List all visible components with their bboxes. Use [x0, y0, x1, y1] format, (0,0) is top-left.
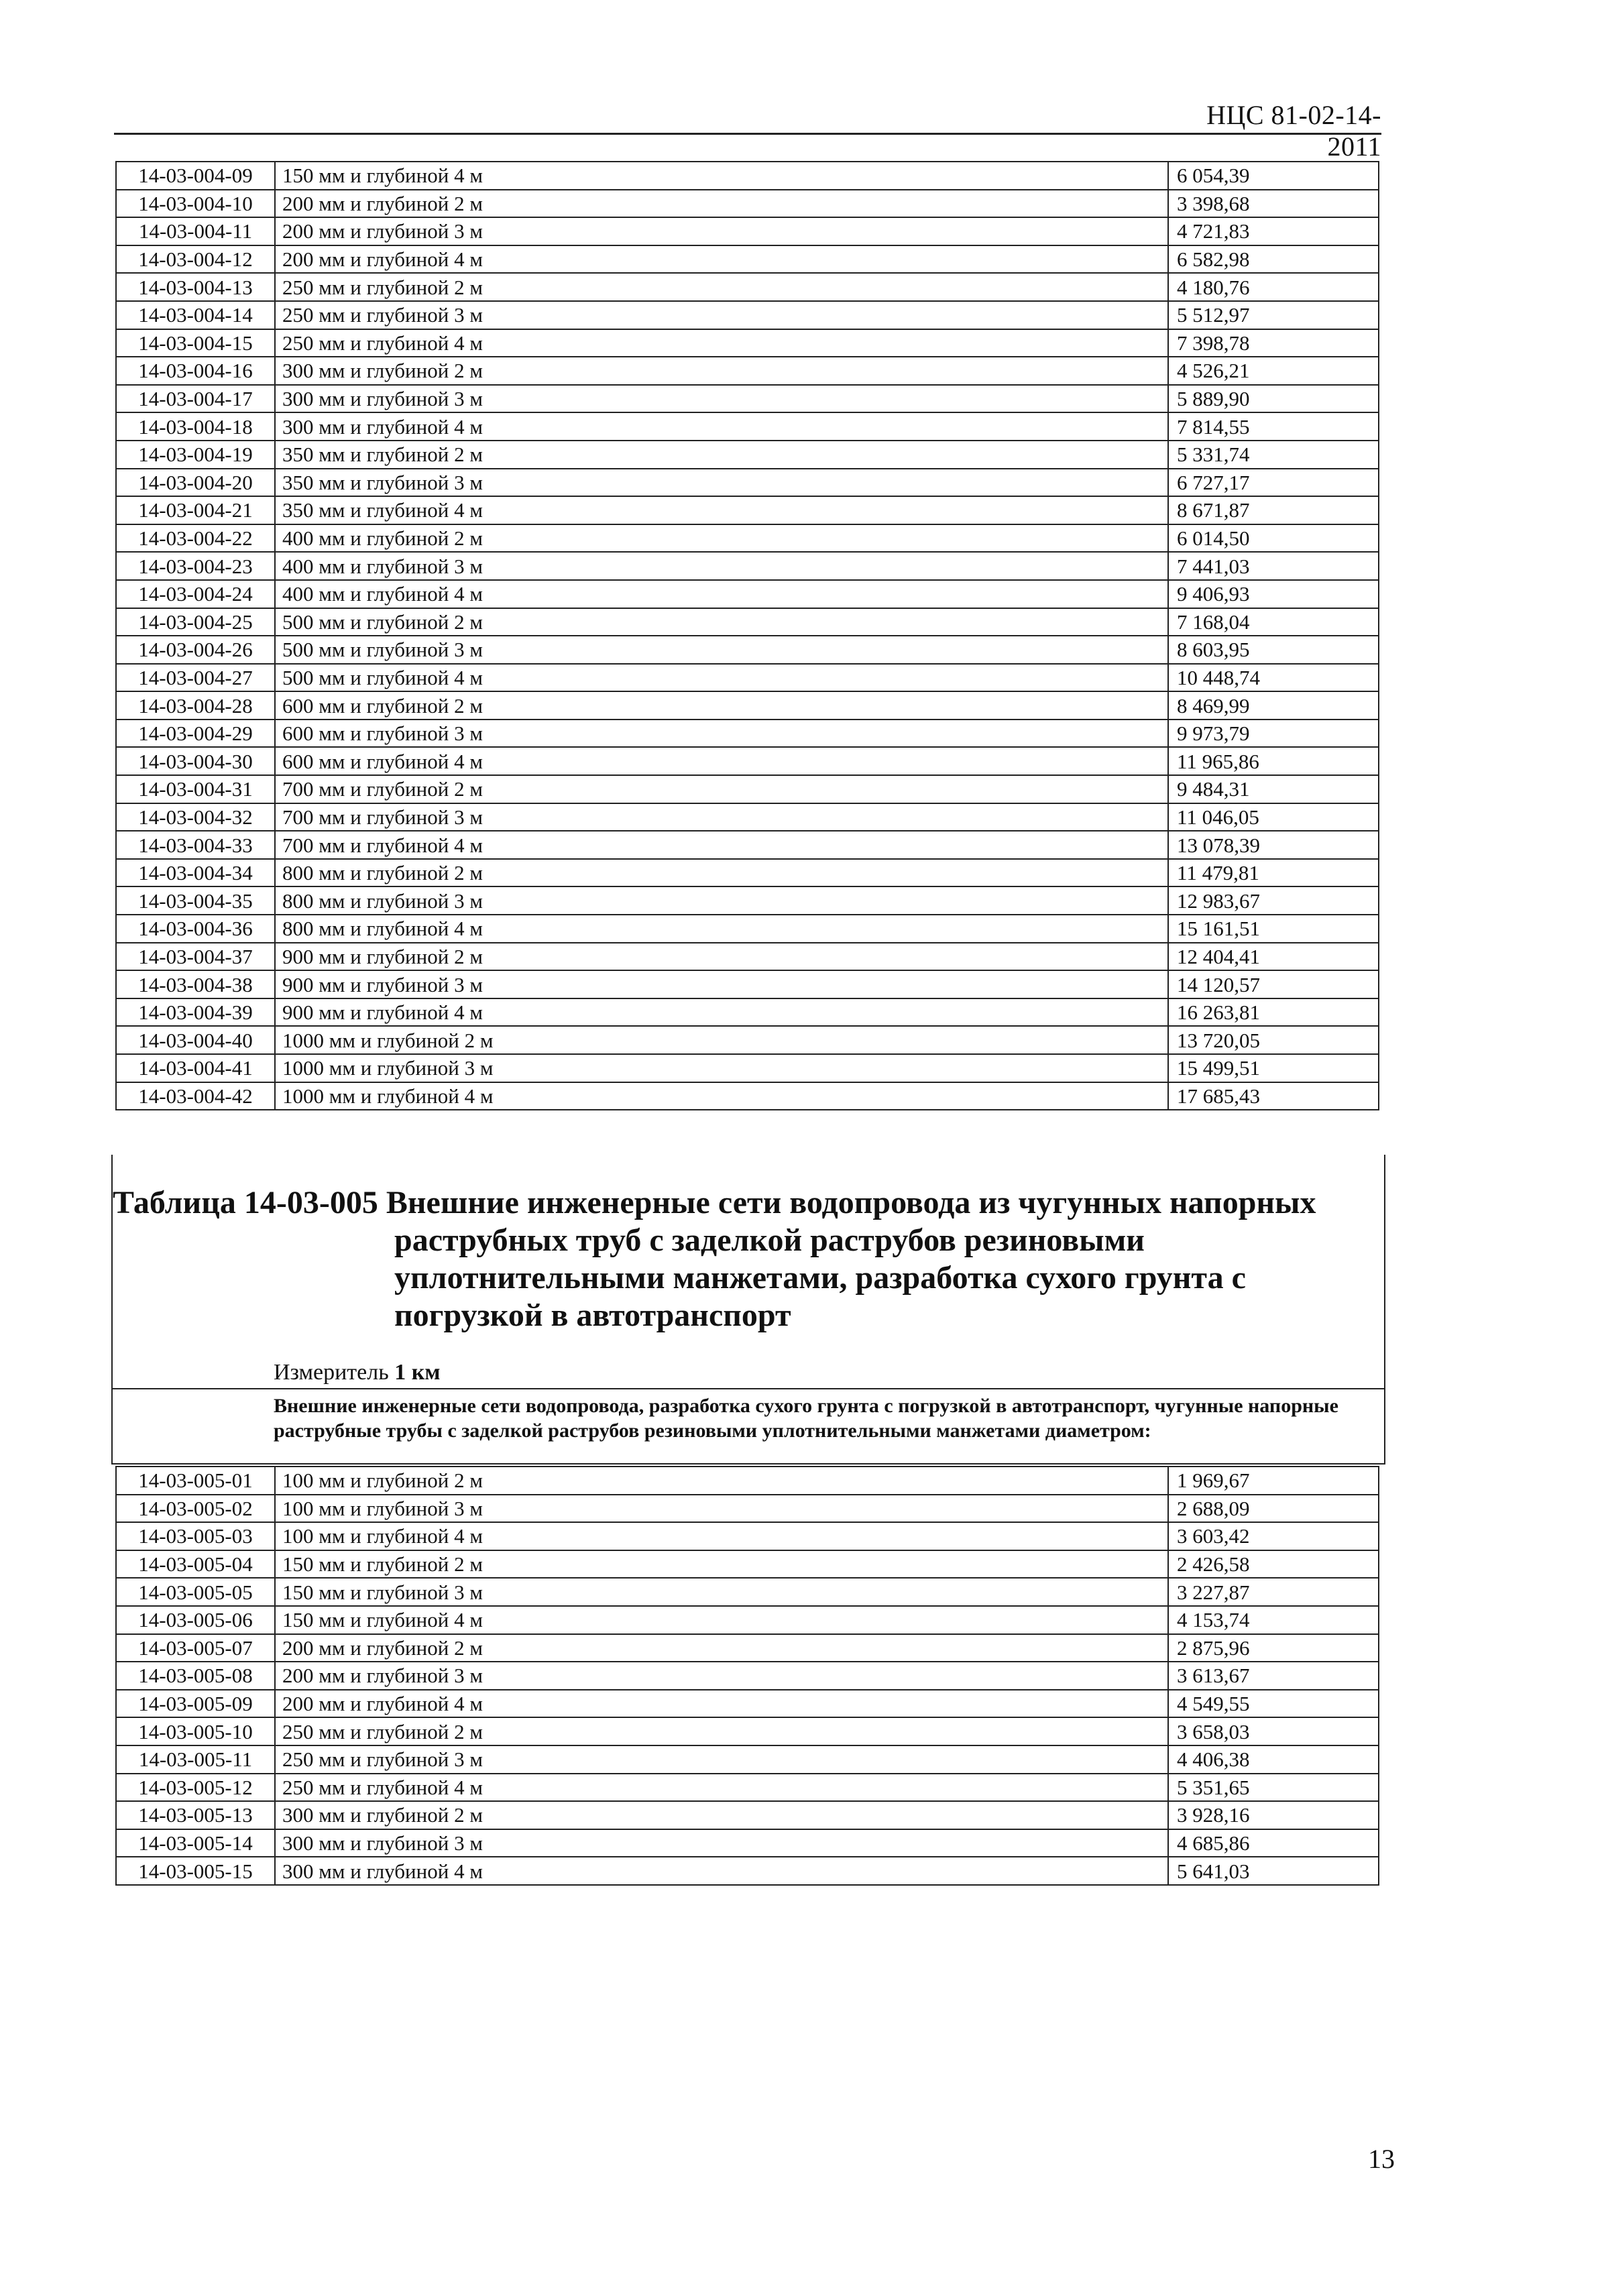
- table-row: [116, 998, 1379, 1027]
- table-row: [116, 1774, 1379, 1802]
- rate-code-cell: 14-03-005-06: [116, 1606, 275, 1634]
- table-row: [116, 664, 1379, 692]
- price-cell: 3 928,16: [1168, 1801, 1379, 1829]
- price-cell: 16 263,81: [1168, 998, 1379, 1027]
- price-cell: 9 484,31: [1168, 775, 1379, 803]
- rate-code-cell: 14-03-005-03: [116, 1522, 275, 1550]
- rate-code-cell: 14-03-004-16: [116, 357, 275, 385]
- rate-code-cell: 14-03-005-04: [116, 1550, 275, 1578]
- rate-code-cell: 14-03-005-01: [116, 1467, 275, 1495]
- description-cell: 400 мм и глубиной 4 м: [275, 580, 1168, 608]
- table-row: [116, 636, 1379, 664]
- price-cell: 6 014,50: [1168, 524, 1379, 553]
- description-cell: 200 мм и глубиной 4 м: [275, 245, 1168, 274]
- description-cell: 150 мм и глубиной 4 м: [275, 1606, 1168, 1634]
- price-cell: 8 603,95: [1168, 636, 1379, 664]
- rates-table-14-03-004: [115, 161, 1379, 1110]
- table-row: [116, 329, 1379, 357]
- rate-code-cell: 14-03-004-28: [116, 691, 275, 720]
- rate-code-cell: 14-03-004-12: [116, 245, 275, 274]
- description-cell: 300 мм и глубиной 4 м: [275, 1857, 1168, 1885]
- table-row: [116, 469, 1379, 497]
- price-cell: 4 549,55: [1168, 1690, 1379, 1718]
- description-cell: 900 мм и глубиной 2 м: [275, 943, 1168, 971]
- description-cell: 600 мм и глубиной 4 м: [275, 747, 1168, 775]
- description-cell: 900 мм и глубиной 4 м: [275, 998, 1168, 1027]
- price-cell: 6 727,17: [1168, 469, 1379, 497]
- price-cell: 5 641,03: [1168, 1857, 1379, 1885]
- price-cell: 7 814,55: [1168, 412, 1379, 441]
- rate-code-cell: 14-03-004-41: [116, 1054, 275, 1082]
- description-cell: 600 мм и глубиной 2 м: [275, 691, 1168, 720]
- description-cell: 300 мм и глубиной 4 м: [275, 412, 1168, 441]
- table-row: [116, 1662, 1379, 1690]
- measure-unit: [274, 1360, 440, 1385]
- table-row: [116, 1467, 1379, 1495]
- description-cell: 100 мм и глубиной 3 м: [275, 1495, 1168, 1523]
- rate-code-cell: 14-03-004-37: [116, 943, 275, 971]
- price-cell: 10 448,74: [1168, 664, 1379, 692]
- price-cell: 6 582,98: [1168, 245, 1379, 274]
- price-cell: 9 973,79: [1168, 720, 1379, 748]
- table-row: [116, 831, 1379, 859]
- table-row: [116, 496, 1379, 524]
- table-row: [116, 357, 1379, 385]
- description-cell: 200 мм и глубиной 3 м: [275, 217, 1168, 245]
- description-cell: 250 мм и глубиной 3 м: [275, 301, 1168, 329]
- price-cell: 4 721,83: [1168, 217, 1379, 245]
- rate-code-cell: 14-03-004-11: [116, 217, 275, 245]
- description-cell: 250 мм и глубиной 3 м: [275, 1745, 1168, 1774]
- description-cell: 300 мм и глубиной 3 м: [275, 385, 1168, 413]
- table-row: [116, 385, 1379, 413]
- description-cell: 700 мм и глубиной 3 м: [275, 803, 1168, 831]
- description-cell: 350 мм и глубиной 2 м: [275, 441, 1168, 469]
- table-row: [116, 1717, 1379, 1745]
- price-cell: 7 398,78: [1168, 329, 1379, 357]
- table-row: [116, 1578, 1379, 1606]
- price-cell: 5 351,65: [1168, 1774, 1379, 1802]
- table-row: [116, 803, 1379, 831]
- description-cell: 700 мм и глубиной 2 м: [275, 775, 1168, 803]
- table-row: [116, 1026, 1379, 1054]
- price-cell: 14 120,57: [1168, 970, 1379, 998]
- description-cell: 300 мм и глубиной 2 м: [275, 1801, 1168, 1829]
- description-cell: 500 мм и глубиной 4 м: [275, 664, 1168, 692]
- table-row: [116, 273, 1379, 301]
- table-row: [116, 915, 1379, 943]
- table-row: [116, 412, 1379, 441]
- description-cell: 200 мм и глубиной 2 м: [275, 190, 1168, 218]
- description-cell: 200 мм и глубиной 4 м: [275, 1690, 1168, 1718]
- price-cell: 3 658,03: [1168, 1717, 1379, 1745]
- price-cell: 2 426,58: [1168, 1550, 1379, 1578]
- table-row: [116, 859, 1379, 887]
- table-row: [116, 217, 1379, 245]
- price-cell: 11 479,81: [1168, 859, 1379, 887]
- price-cell: 3 613,67: [1168, 1662, 1379, 1690]
- description-cell: 300 мм и глубиной 2 м: [275, 357, 1168, 385]
- rate-code-cell: 14-03-004-38: [116, 970, 275, 998]
- table-row: [116, 301, 1379, 329]
- price-cell: 2 875,96: [1168, 1634, 1379, 1662]
- rate-code-cell: 14-03-005-11: [116, 1745, 275, 1774]
- rate-code-cell: 14-03-004-18: [116, 412, 275, 441]
- rate-code-cell: 14-03-005-05: [116, 1578, 275, 1606]
- description-cell: 150 мм и глубиной 4 м: [275, 162, 1168, 190]
- rate-code-cell: 14-03-004-17: [116, 385, 275, 413]
- rate-code-cell: 14-03-004-09: [116, 162, 275, 190]
- rates-table-14-03-005: [115, 1466, 1379, 1886]
- price-cell: 3 398,68: [1168, 190, 1379, 218]
- price-cell: 8 671,87: [1168, 496, 1379, 524]
- price-cell: 3 227,87: [1168, 1578, 1379, 1606]
- header-document-code: НЦС 81-02-14-2011: [1206, 100, 1381, 162]
- rate-code-cell: 14-03-005-15: [116, 1857, 275, 1885]
- description-cell: 100 мм и глубиной 2 м: [275, 1467, 1168, 1495]
- page-number: 13: [1368, 2144, 1395, 2174]
- table-row: [116, 1857, 1379, 1885]
- price-cell: 17 685,43: [1168, 1082, 1379, 1110]
- description-cell: 800 мм и глубиной 3 м: [275, 886, 1168, 915]
- rate-code-cell: 14-03-005-08: [116, 1662, 275, 1690]
- price-cell: 8 469,99: [1168, 691, 1379, 720]
- measure-label: Измеритель: [274, 1360, 389, 1385]
- header-rule: [114, 133, 1381, 135]
- table-row: [116, 1054, 1379, 1082]
- price-cell: 12 404,41: [1168, 943, 1379, 971]
- table-row: [116, 1082, 1379, 1110]
- rate-code-cell: 14-03-004-13: [116, 273, 275, 301]
- description-cell: 900 мм и глубиной 3 м: [275, 970, 1168, 998]
- rates-table-body: [116, 162, 1379, 1110]
- table-row: [116, 970, 1379, 998]
- rate-code-cell: 14-03-004-32: [116, 803, 275, 831]
- description-cell: 350 мм и глубиной 3 м: [275, 469, 1168, 497]
- rate-code-cell: 14-03-004-25: [116, 608, 275, 636]
- rate-code-cell: 14-03-005-12: [116, 1774, 275, 1802]
- price-cell: 7 168,04: [1168, 608, 1379, 636]
- table-row: [116, 552, 1379, 580]
- table-row: [116, 1690, 1379, 1718]
- rate-code-cell: 14-03-004-24: [116, 580, 275, 608]
- rate-code-cell: 14-03-004-15: [116, 329, 275, 357]
- table-row: [116, 886, 1379, 915]
- table-description: Внешние инженерные сети водопровода, разработка сухого грунта с погрузкой в автотранспорт, чугунные напорные раструбные трубы с заделкой раструбов резиновыми уплотнительными манжетами диаметром:: [274, 1395, 1338, 1442]
- description-cell: 1000 мм и глубиной 3 м: [275, 1054, 1168, 1082]
- measure-divider: [113, 1388, 1384, 1389]
- table-row: [116, 441, 1379, 469]
- table-row: [116, 524, 1379, 553]
- rates-table-body: [116, 1467, 1379, 1885]
- price-cell: 12 983,67: [1168, 886, 1379, 915]
- rate-code-cell: 14-03-004-30: [116, 747, 275, 775]
- table-row: [116, 1829, 1379, 1857]
- table-row: [116, 1522, 1379, 1550]
- price-cell: 6 054,39: [1168, 162, 1379, 190]
- description-cell: 250 мм и глубиной 4 м: [275, 1774, 1168, 1802]
- description-cell: 350 мм и глубиной 4 м: [275, 496, 1168, 524]
- description-cell: 1000 мм и глубиной 2 м: [275, 1026, 1168, 1054]
- description-cell: 250 мм и глубиной 2 м: [275, 1717, 1168, 1745]
- rate-code-cell: 14-03-004-31: [116, 775, 275, 803]
- rate-code-cell: 14-03-004-22: [116, 524, 275, 553]
- price-cell: 5 331,74: [1168, 441, 1379, 469]
- price-cell: 2 688,09: [1168, 1495, 1379, 1523]
- description-cell: 250 мм и глубиной 2 м: [275, 273, 1168, 301]
- table-row: [116, 1606, 1379, 1634]
- description-cell: 300 мм и глубиной 3 м: [275, 1829, 1168, 1857]
- price-cell: 4 685,86: [1168, 1829, 1379, 1857]
- price-cell: 5 889,90: [1168, 385, 1379, 413]
- table-row: [116, 1550, 1379, 1578]
- description-cell: 500 мм и глубиной 3 м: [275, 636, 1168, 664]
- table-row: [116, 943, 1379, 971]
- description-cell: 500 мм и глубиной 2 м: [275, 608, 1168, 636]
- price-cell: 4 153,74: [1168, 1606, 1379, 1634]
- rate-code-cell: 14-03-004-34: [116, 859, 275, 887]
- rate-code-cell: 14-03-004-19: [116, 441, 275, 469]
- price-cell: 11 046,05: [1168, 803, 1379, 831]
- rate-code-cell: 14-03-004-40: [116, 1026, 275, 1054]
- table-row: [116, 747, 1379, 775]
- rate-code-cell: 14-03-004-36: [116, 915, 275, 943]
- description-cell: 800 мм и глубиной 2 м: [275, 859, 1168, 887]
- table-row: [116, 1495, 1379, 1523]
- rate-code-cell: 14-03-005-09: [116, 1690, 275, 1718]
- table-row: [116, 691, 1379, 720]
- rate-code-cell: 14-03-004-35: [116, 886, 275, 915]
- rate-code-cell: 14-03-004-14: [116, 301, 275, 329]
- table-row: [116, 1801, 1379, 1829]
- rate-code-cell: 14-03-004-21: [116, 496, 275, 524]
- table-row: [116, 245, 1379, 274]
- rate-code-cell: 14-03-004-20: [116, 469, 275, 497]
- rate-code-cell: 14-03-004-33: [116, 831, 275, 859]
- table-title: Таблица 14-03-005 Внешние инженерные сети водопровода из чугунных напорных: [113, 1185, 1316, 1220]
- table-row: [116, 190, 1379, 218]
- rate-code-cell: 14-03-004-42: [116, 1082, 275, 1110]
- description-cell: 200 мм и глубиной 2 м: [275, 1634, 1168, 1662]
- table-row: [116, 580, 1379, 608]
- table-row: [116, 720, 1379, 748]
- description-cell: 1000 мм и глубиной 4 м: [275, 1082, 1168, 1110]
- measure-value: 1 км: [394, 1360, 441, 1385]
- description-cell: 400 мм и глубиной 3 м: [275, 552, 1168, 580]
- description-cell: 150 мм и глубиной 2 м: [275, 1550, 1168, 1578]
- price-cell: 13 720,05: [1168, 1026, 1379, 1054]
- table-title-block: [111, 1155, 1385, 1465]
- rate-code-cell: 14-03-004-10: [116, 190, 275, 218]
- rate-code-cell: 14-03-004-27: [116, 664, 275, 692]
- description-cell: 400 мм и глубиной 2 м: [275, 524, 1168, 553]
- price-cell: 5 512,97: [1168, 301, 1379, 329]
- rate-code-cell: 14-03-005-02: [116, 1495, 275, 1523]
- description-cell: 200 мм и глубиной 3 м: [275, 1662, 1168, 1690]
- rate-code-cell: 14-03-004-39: [116, 998, 275, 1027]
- rate-code-cell: 14-03-005-14: [116, 1829, 275, 1857]
- rate-code-cell: 14-03-005-07: [116, 1634, 275, 1662]
- description-cell: 600 мм и глубиной 3 м: [275, 720, 1168, 748]
- price-cell: 13 078,39: [1168, 831, 1379, 859]
- description-cell: 700 мм и глубиной 4 м: [275, 831, 1168, 859]
- table-row: [116, 775, 1379, 803]
- rate-code-cell: 14-03-005-10: [116, 1717, 275, 1745]
- table-row: [116, 1634, 1379, 1662]
- price-cell: 11 965,86: [1168, 747, 1379, 775]
- price-cell: 15 161,51: [1168, 915, 1379, 943]
- rate-code-cell: 14-03-004-23: [116, 552, 275, 580]
- price-cell: 15 499,51: [1168, 1054, 1379, 1082]
- price-cell: 7 441,03: [1168, 552, 1379, 580]
- price-cell: 4 406,38: [1168, 1745, 1379, 1774]
- price-cell: 9 406,93: [1168, 580, 1379, 608]
- price-cell: 4 180,76: [1168, 273, 1379, 301]
- price-cell: 3 603,42: [1168, 1522, 1379, 1550]
- table-row: [116, 1745, 1379, 1774]
- table-row: [116, 162, 1379, 190]
- table-title-continuation: раструбных труб с заделкой раструбов резиновыми уплотнительными манжетами, разработка сухого грунта с погрузкой в автотранспорт: [394, 1222, 1246, 1333]
- description-cell: 250 мм и глубиной 4 м: [275, 329, 1168, 357]
- rate-code-cell: 14-03-004-26: [116, 636, 275, 664]
- rate-code-cell: 14-03-004-29: [116, 720, 275, 748]
- price-cell: 1 969,67: [1168, 1467, 1379, 1495]
- description-cell: 800 мм и глубиной 4 м: [275, 915, 1168, 943]
- description-cell: 150 мм и глубиной 3 м: [275, 1578, 1168, 1606]
- description-cell: 100 мм и глубиной 4 м: [275, 1522, 1168, 1550]
- table-row: [116, 608, 1379, 636]
- rate-code-cell: 14-03-005-13: [116, 1801, 275, 1829]
- price-cell: 4 526,21: [1168, 357, 1379, 385]
